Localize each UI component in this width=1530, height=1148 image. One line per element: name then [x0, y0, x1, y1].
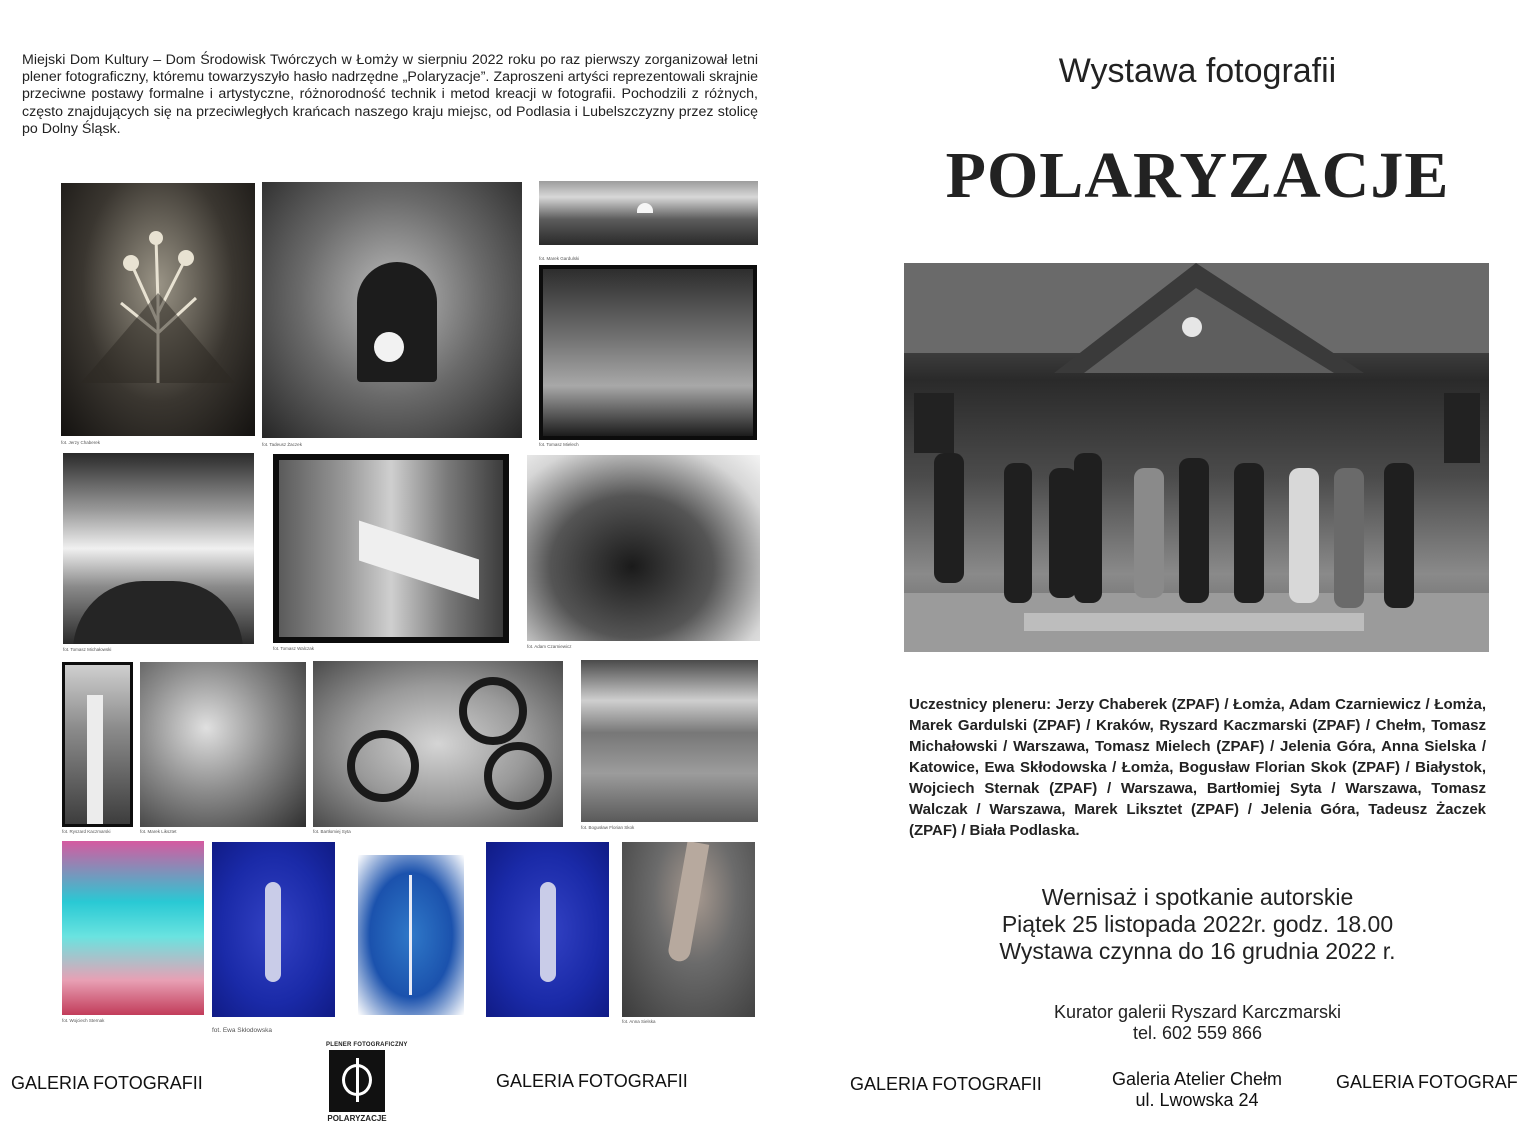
logo-top-text: PLENER FOTOGRAFICZNY [326, 1042, 408, 1048]
caption: fot. Tadeusz Żaczek [262, 442, 302, 447]
logo-bottom-text: POLARYZACJE [327, 1114, 387, 1123]
curator-info [905, 1002, 1490, 1044]
event-line-date: Piątek 25 listopada 2022r. godz. 18.00 [1001, 911, 1394, 937]
photo-hammock [273, 454, 509, 643]
photo-cyanotype-figure-2 [486, 842, 609, 1017]
bicycle-graphic [313, 661, 563, 827]
caption: fot. Ryszard Kaczmarski [62, 829, 111, 834]
curator-name: Kurator galerii Ryszard Karczmarski [1053, 1002, 1342, 1022]
curator-phone: tel. 602 559 866 [1132, 1023, 1263, 1043]
event-line-duration: Wystawa czynna do 16 grudnia 2022 r. [999, 938, 1396, 964]
photo-field-rays [581, 660, 758, 822]
caption: fot. Tomasz Michałowski [63, 647, 112, 652]
gallery-address [1097, 1069, 1297, 1111]
photo-cloth [140, 662, 306, 827]
footer-gallery-label-4: GALERIA FOTOGRAF [1336, 1072, 1518, 1092]
caption: fot. Jerzy Chaberek [61, 440, 101, 445]
caption: fot. Wojciech Sternak [62, 1018, 105, 1023]
caption: fot. Marek Liksztet [140, 829, 177, 834]
caption: fot. Bartłomiej Syta [313, 829, 351, 834]
exhibition-title: POLARYZACJE [945, 139, 1450, 212]
caption: fot. Marek Gardulski [539, 256, 580, 261]
participants-list: Uczestnicy pleneru: Jerzy Chaberek (ZPAF) / Łomża, Adam Czarniewicz / Łomża, Marek Gardulski (ZPAF) / Kraków, Ryszard Kaczmarski (ZPAF) / Chełm, Tomasz Michałowski / Warszawa, Tomasz Mielech (ZPAF) / Jelenia Góra, Anna Sielska / Katowice, Ewa Skłodowska / Łomża, Bogusław Florian Skok (ZPAF) / Białystok, Wojciech Sternak (ZPAF) / Warszawa, Bartłomiej Syta / Warszawa, Tomasz Walczak / Warszawa, Marek Liksztet (ZPAF) / Jelenia Góra, Tadeusz Żaczek (ZPAF) / Biała Podlaska. [909, 696, 1486, 839]
caption: fot. Ewa Skłodowska [212, 1027, 272, 1034]
photo-landscape-dome [539, 181, 758, 245]
caption: fot. Tomasz Mielech [539, 442, 579, 447]
photo-clouds-hill [63, 453, 254, 644]
event-line-opening: Wernisaż i spotkanie autorskie [1041, 884, 1354, 910]
logo-mark [329, 1050, 385, 1112]
photo-cyanotype-figure-1 [212, 842, 335, 1017]
photo-stones-trees [539, 265, 757, 440]
photo-color-building [62, 841, 204, 1015]
photo-rock [527, 455, 760, 641]
footer-gallery-label-2: GALERIA FOTOGRAFII [496, 1071, 688, 1091]
photo-group [904, 263, 1489, 652]
plant-graphic [61, 183, 255, 436]
photo-hand [622, 842, 755, 1017]
intro-paragraph: Miejski Dom Kultury – Dom Środowisk Twórczych w Łomży w sierpniu 2022 roku po raz pierwszy zorganizował letni plener fotograficzny, któremu towarzyszyło hasło nadrzędne „Polaryzacje”. Zaproszeni artyści reprezentowali skrajnie przeciwne postawy formalne i artystyczne, różnorodność technik i metod kreacji w fotografii. Pochodzili z różnych, często znajdujących się na przeciwległych krańcach naszego kraju miejsc, od Podlasia i Lubelszczyzny przez stolicę po Dolny Śląsk. [22, 52, 758, 137]
exhibition-subtitle: Wystawa fotografii [1058, 52, 1337, 90]
caption: fot. Tomasz Walczak [273, 646, 315, 651]
gallery-street: ul. Lwowska 24 [1135, 1090, 1259, 1110]
photo-oven [262, 182, 522, 438]
photo-plant [61, 183, 255, 436]
gallery-name: Galeria Atelier Chełm [1111, 1069, 1283, 1089]
photo-path [62, 662, 133, 827]
plener-logo [326, 1042, 408, 1126]
photo-bicycle-shadows [313, 661, 563, 827]
caption: fot. Anna Sielska [622, 1019, 656, 1024]
footer-gallery-label-3: GALERIA FOTOGRAFII [850, 1074, 1042, 1094]
caption: fot. Adam Czarniewicz [527, 644, 572, 649]
caption: fot. Bogusław Florian Skok [581, 825, 635, 830]
group-graphic [904, 263, 1489, 652]
event-info [905, 884, 1490, 965]
footer-gallery-label-1: GALERIA FOTOGRAFII [11, 1073, 203, 1093]
photo-cyanotype-flower [358, 855, 464, 1015]
